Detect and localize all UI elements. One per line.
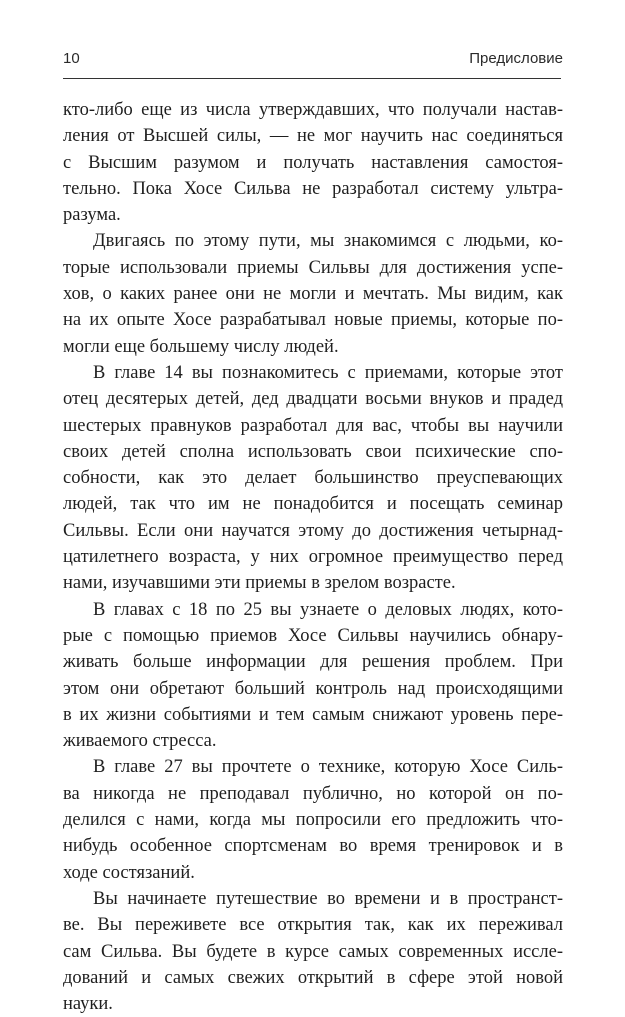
text-line: В главе 27 вы прочтете о технике, которую Хосе Силь- bbox=[93, 757, 563, 778]
page-header bbox=[63, 50, 563, 74]
text-line: ления от Высшей силы, — не мог научить нас соединяться bbox=[63, 126, 563, 147]
text-line: хов, о каких ранее они не могли и мечтать. Мы видим, как bbox=[63, 284, 563, 305]
text-line: живать больше информации для решения проблем. При bbox=[63, 652, 563, 673]
paragraph bbox=[63, 360, 563, 597]
paragraph bbox=[63, 97, 563, 228]
text-line: нибудь особенное спортсменам во время тренировок и в bbox=[63, 836, 563, 857]
text-line: В главе 14 вы познакомитесь с приемами, которые этот bbox=[93, 362, 563, 383]
text-line: собности, как это делает большинство преуспевающих bbox=[63, 468, 563, 489]
text-line: В главах с 18 по 25 вы узнаете о деловых людях, кото- bbox=[93, 599, 563, 620]
text-line: торые использовали приемы Сильвы для достижения успе- bbox=[63, 257, 563, 278]
text-line: делился с нами, когда мы попросили его предложить что- bbox=[63, 810, 563, 831]
text-line: ва никогда не преподавал публично, но которой он по- bbox=[63, 783, 563, 804]
text-line: могли еще большему числу людей. bbox=[63, 336, 339, 357]
text-line: ходе состязаний. bbox=[63, 862, 195, 883]
text-line: Двигаясь по этому пути, мы знакомимся с людьми, ко- bbox=[93, 231, 563, 252]
text-line: Сильвы. Если они научатся этому до достижения четырнад- bbox=[63, 520, 563, 541]
text-line: на их опыте Хосе разрабатывал новые приемы, которые по- bbox=[63, 310, 563, 331]
text-line: цатилетнего возраста, у них огромное преимущество перед bbox=[63, 547, 563, 568]
text-line: Вы начинаете путешествие во времени и в пространст- bbox=[93, 888, 563, 909]
paragraph bbox=[63, 886, 563, 1017]
text-line: разума. bbox=[63, 205, 121, 226]
text-line: этом они обретают больший контроль над происходящими bbox=[63, 678, 563, 699]
text-line: отец десятерых детей, дед двадцати восьми внуков и прадед bbox=[63, 389, 563, 410]
text-line: шестерых правнуков разработал для вас, чтобы вы научили bbox=[63, 415, 563, 436]
text-line: с Высшим разумом и получать наставления самостоя- bbox=[63, 152, 563, 173]
paragraph bbox=[63, 754, 563, 885]
text-line: сам Сильва. Вы будете в курсе самых современных иссле- bbox=[63, 941, 563, 962]
paragraph bbox=[63, 597, 563, 755]
text-line: своих детей сполна использовать свои психические спо- bbox=[63, 441, 563, 462]
text-line: рые с помощью приемов Хосе Сильвы научились обнару- bbox=[63, 625, 563, 646]
text-line: ве. Вы переживете все открытия так, как их переживал bbox=[63, 915, 563, 936]
body-text bbox=[63, 97, 563, 1017]
header-divider bbox=[63, 78, 561, 79]
text-line: людей, так что им не понадобится и посещать семинар bbox=[63, 494, 563, 515]
running-title: Предисловие bbox=[469, 50, 563, 67]
text-line: в их жизни событиями и тем самым снижают уровень пере- bbox=[63, 704, 563, 725]
text-line: дований и самых свежих открытий в сфере этой новой bbox=[63, 967, 563, 988]
text-line: живаемого стресса. bbox=[63, 731, 217, 752]
text-line: нами, изучавшими эти приемы в зрелом возрасте. bbox=[63, 573, 456, 594]
text-line: кто-либо еще из числа утверждавших, что получали настав- bbox=[63, 100, 563, 120]
text-line: тельно. Пока Хосе Сильва не разработал систему ультра- bbox=[63, 178, 563, 199]
paragraph bbox=[63, 228, 563, 359]
page-number: 10 bbox=[63, 50, 80, 67]
text-line: науки. bbox=[63, 994, 113, 1015]
